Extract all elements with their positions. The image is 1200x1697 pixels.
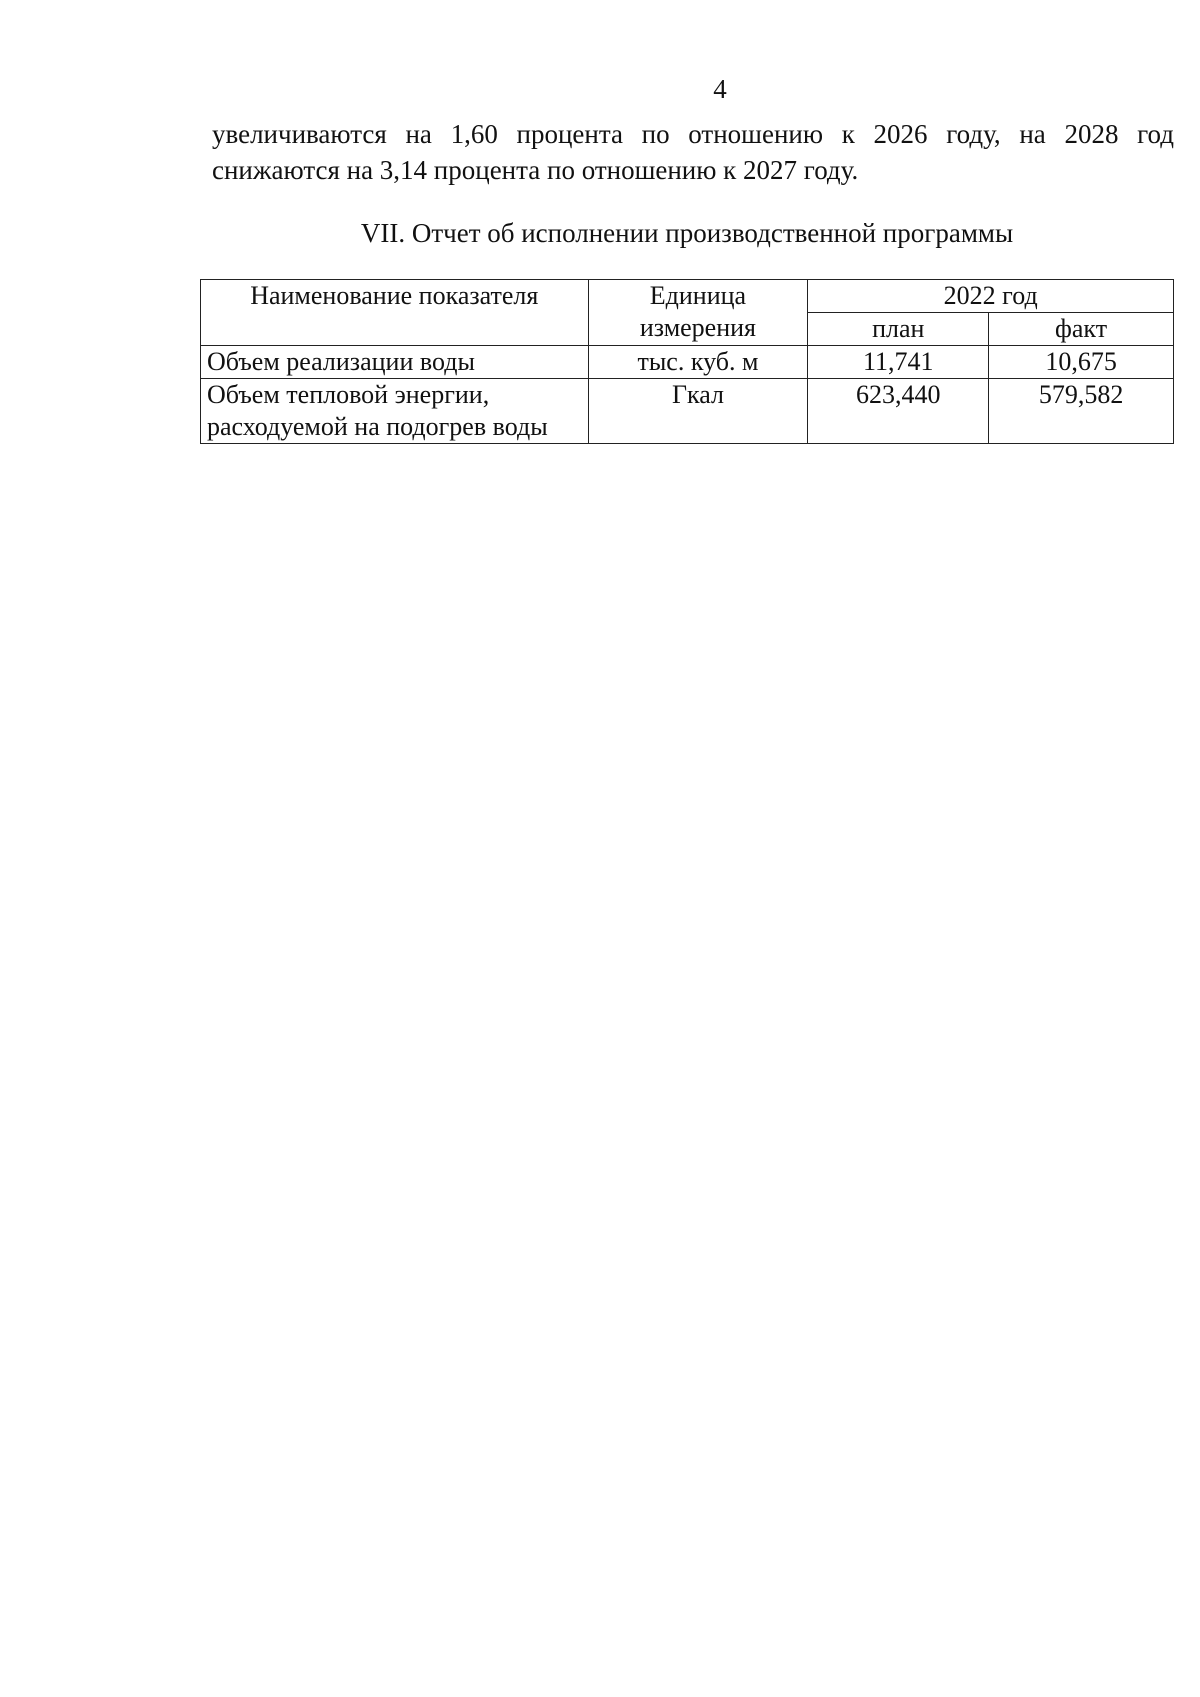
cell-plan: 11,741 (808, 346, 989, 379)
header-year: 2022 год (808, 280, 1174, 313)
cell-unit: тыс. куб. м (588, 346, 808, 379)
cell-fact: 579,582 (989, 379, 1174, 444)
table-header-row (201, 280, 1174, 313)
cell-fact: 10,675 (989, 346, 1174, 379)
table-row (201, 379, 1174, 444)
section-title: VII. Отчет об исполнении производственной программы (360, 218, 1014, 248)
cell-unit: Гкал (588, 379, 808, 444)
body-paragraph (212, 116, 1174, 188)
table-row (201, 346, 1174, 379)
production-program-report-table (200, 279, 1174, 444)
header-indicator: Наименование показателя (201, 280, 589, 346)
header-fact: факт (989, 313, 1174, 346)
cell-plan: 623,440 (808, 379, 989, 444)
paragraph-line: снижаются на 3,14 процента по отношению к 2027 году. (212, 155, 859, 185)
cell-indicator: Объем реализации воды (201, 346, 589, 379)
page-number: 4 (713, 74, 727, 104)
cell-indicator: Объем тепловой энергии, расходуемой на подогрев воды (201, 379, 589, 444)
header-unit: Единица измерения (588, 280, 808, 346)
paragraph-line: увеличиваются на 1,60 процента по отношению к 2026 году, на 2028 год (212, 119, 1174, 149)
header-plan: план (808, 313, 989, 346)
